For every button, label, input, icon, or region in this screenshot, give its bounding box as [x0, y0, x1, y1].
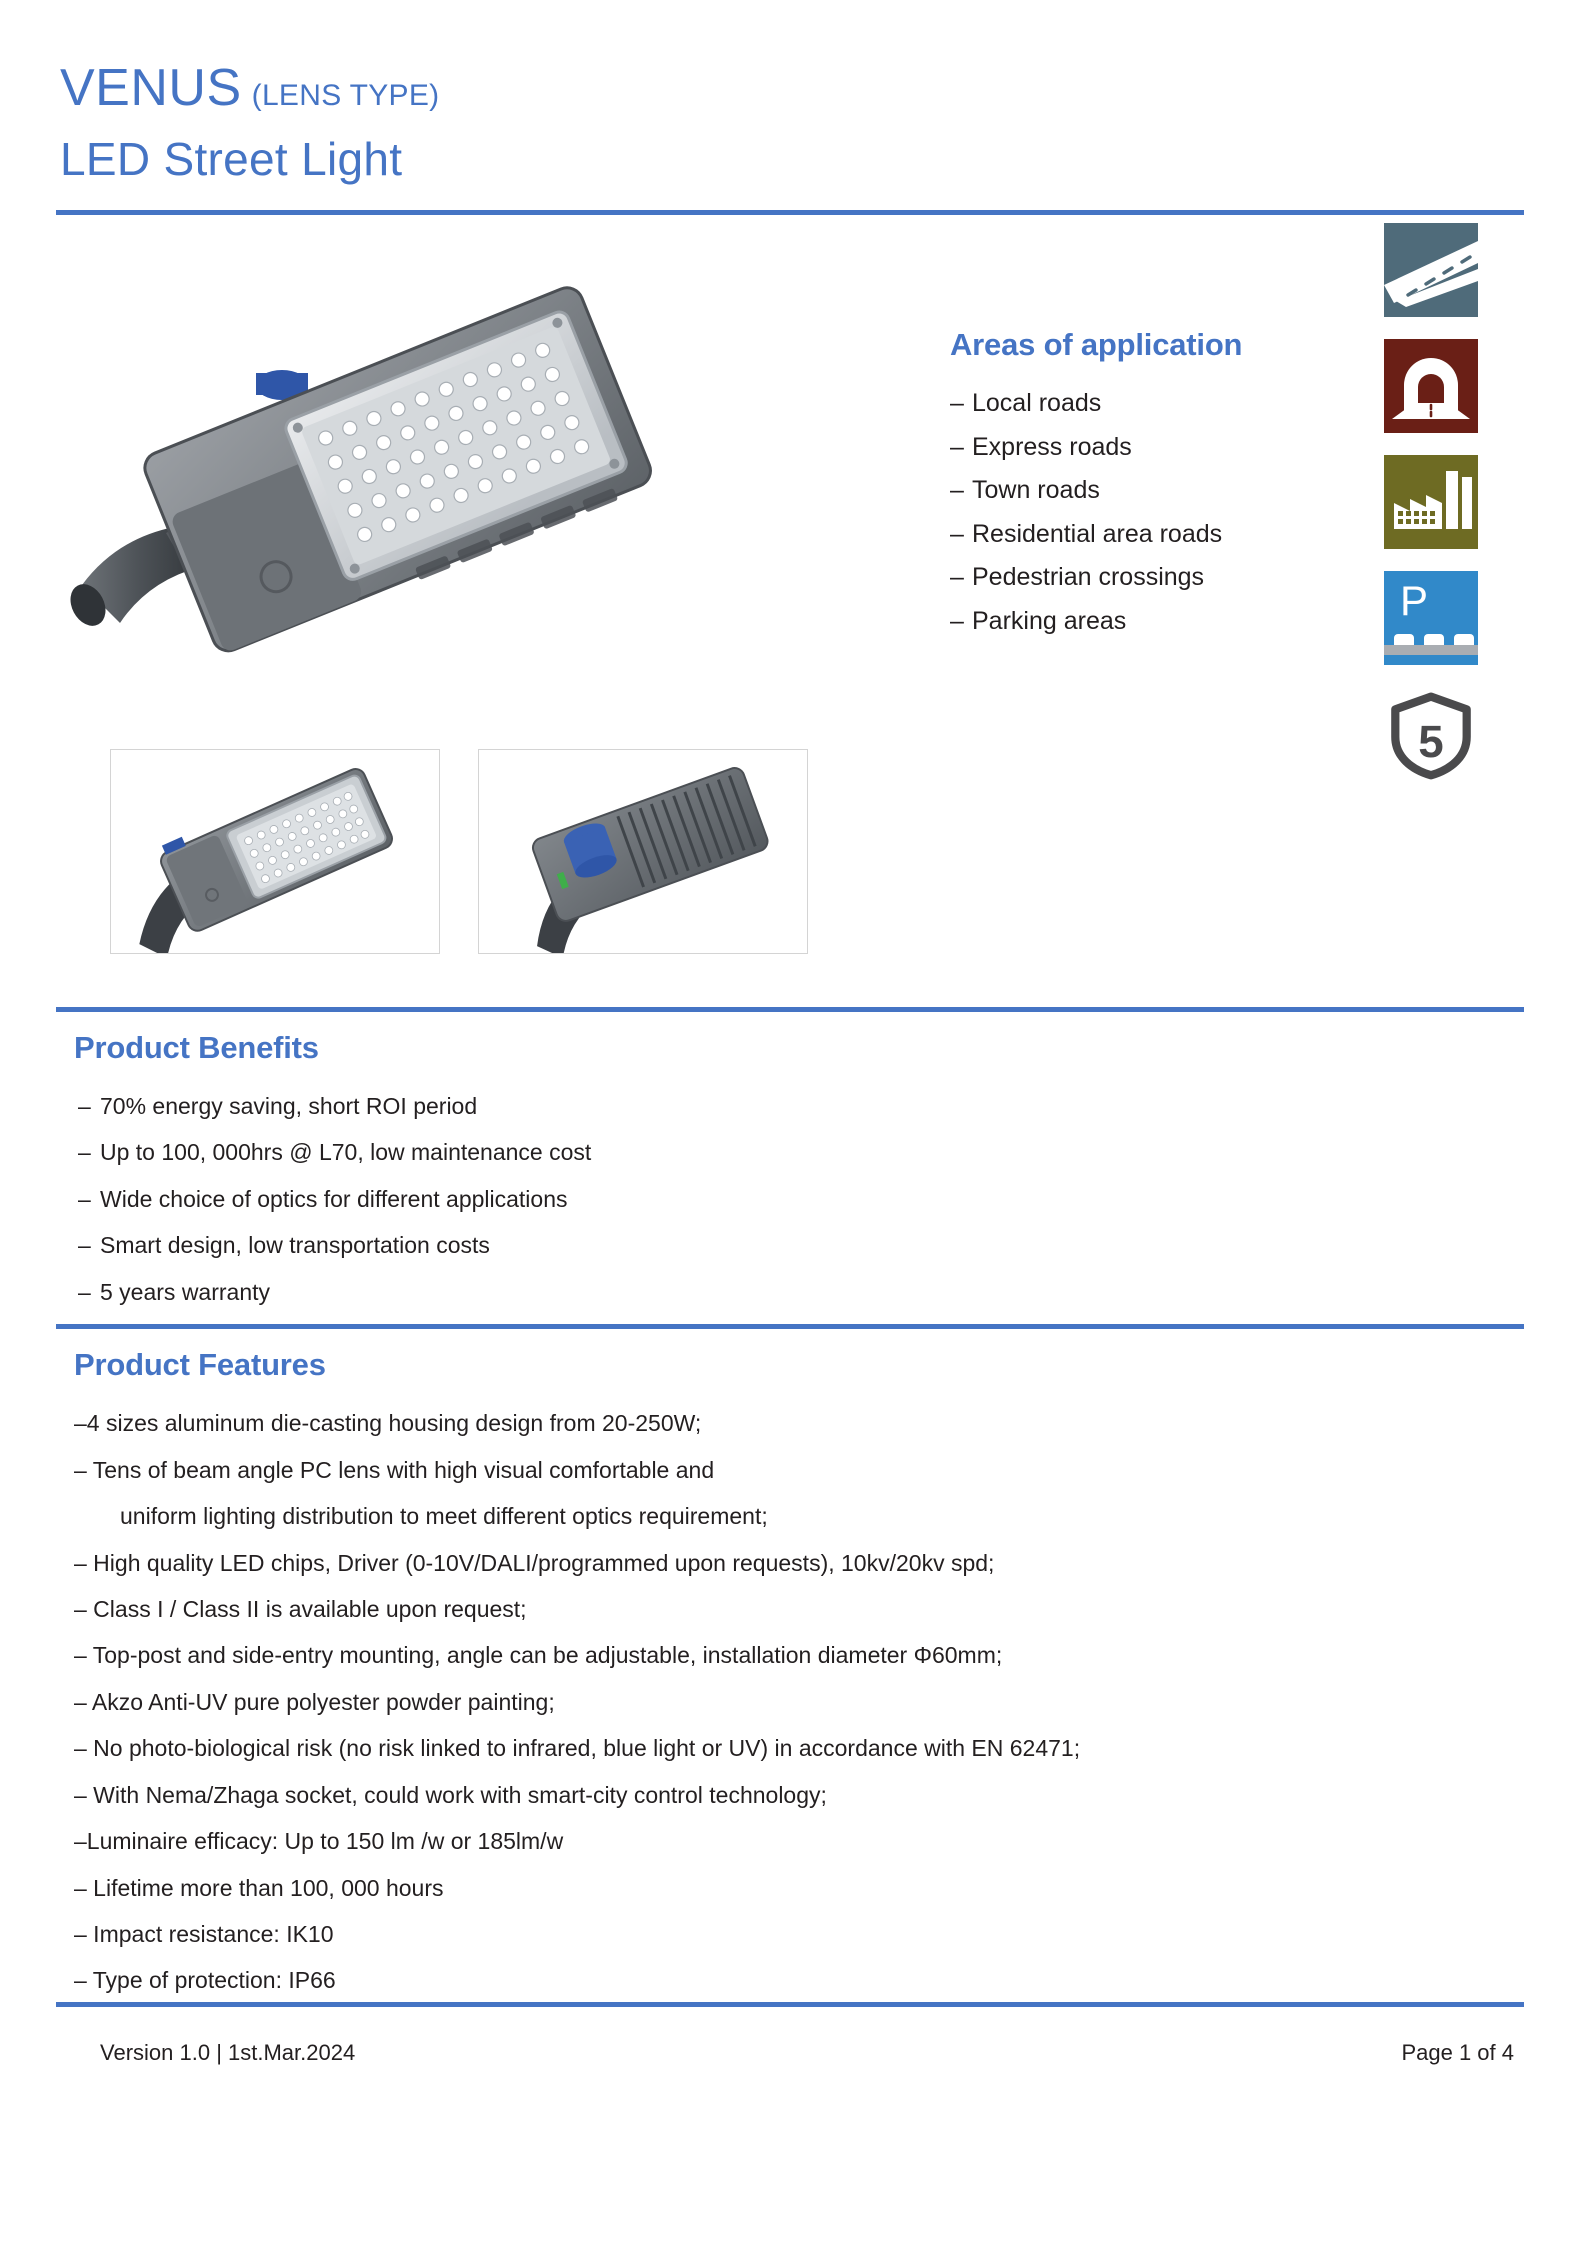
list-item: – Express roads: [950, 432, 1132, 461]
feature-label: – Tens of beam angle PC lens with high visual comfortable and: [74, 1456, 715, 1483]
list-item: – Residential area roads: [950, 519, 1223, 548]
svg-text:P: P: [1400, 577, 1429, 624]
feature-label: – Top-post and side-entry mounting, angle can be adjustable, installation diameter Φ60mm;: [74, 1642, 1003, 1669]
feature-label: – Lifetime more than 100, 000 hours: [74, 1874, 444, 1901]
product-features-section: [60, 1347, 1528, 1996]
feature-label: –Luminaire efficacy: Up to 150 lm /w or 185lm/w: [74, 1828, 564, 1855]
feature-label: – Akzo Anti-UV pure polyester powder painting;: [74, 1688, 555, 1715]
thumbnail-front-view: [110, 749, 440, 954]
page-footer: [56, 2040, 1524, 2066]
application-label: Town roads: [972, 476, 1100, 504]
list-item: [74, 1409, 1528, 1438]
product-title: [60, 59, 1528, 117]
list-item: [74, 1781, 1528, 1810]
benefit-label: Up to 100, 000hrs @ L70, low maintenance cost: [100, 1139, 592, 1166]
product-benefits-title: Product Benefits: [74, 1030, 319, 1065]
application-icon-column: [1384, 223, 1480, 783]
application-label: Local roads: [972, 389, 1102, 417]
list-item: [74, 1920, 1528, 1949]
list-item: – Local roads: [950, 389, 1102, 417]
benefit-label: 5 years warranty: [100, 1278, 271, 1305]
list-item: – 5 years warranty: [78, 1278, 271, 1305]
product-features-title: Product Features: [74, 1347, 326, 1383]
benefit-label: 70% energy saving, short ROI period: [100, 1093, 478, 1119]
list-item: [74, 1595, 1528, 1624]
product-features-list: [60, 1409, 1528, 1996]
list-item: – Smart design, low transportation costs: [78, 1232, 490, 1259]
feature-label: – No photo-biological risk (no risk linked to infrared, blue light or UV) in accordance with EN 62471;: [74, 1735, 1081, 1762]
list-item: [74, 1641, 1528, 1670]
list-item: [74, 1549, 1528, 1578]
list-item: [120, 1502, 1528, 1531]
brand-subtype: (LENS TYPE): [251, 79, 440, 112]
list-item: [74, 1734, 1528, 1763]
list-item: [74, 1688, 1528, 1717]
areas-of-application-list: [950, 389, 1330, 636]
feature-label: – With Nema/Zhaga socket, could work with smart-city control technology;: [74, 1781, 827, 1808]
list-item: [74, 1966, 1528, 1995]
benefit-label: Wide choice of optics for different applications: [100, 1185, 568, 1212]
footer-version: Version 1.0 | 1st.Mar.2024: [100, 2040, 356, 2065]
benefit-label: Smart design, low transportation costs: [100, 1232, 490, 1259]
list-item: [74, 1456, 1528, 1485]
list-item: – Pedestrian crossings: [950, 563, 1205, 591]
list-item: – Parking areas: [950, 606, 1127, 635]
list-item: [74, 1874, 1528, 1903]
brand-name: VENUS: [60, 59, 242, 117]
page-header: [60, 0, 1528, 185]
feature-label: – Type of protection: IP66: [74, 1967, 336, 1994]
application-label: Express roads: [972, 432, 1132, 461]
feature-label: uniform lighting distribution to meet different optics requirement;: [120, 1503, 768, 1530]
road-icon: [1384, 223, 1478, 317]
parking-icon: [1384, 571, 1478, 665]
list-item: – Town roads: [950, 476, 1100, 504]
list-item: – Up to 100, 000hrs @ L70, low maintenance cost: [78, 1139, 592, 1166]
application-label: Pedestrian crossings: [972, 563, 1205, 591]
list-item: – Wide choice of optics for different applications: [78, 1185, 568, 1212]
application-label: Residential area roads: [972, 519, 1223, 548]
feature-label: – Impact resistance: IK10: [74, 1921, 334, 1947]
warranty-years-label: 5: [1418, 715, 1444, 767]
list-item: [74, 1827, 1528, 1856]
areas-of-application-title: Areas of application: [950, 327, 1243, 362]
hero-section: [60, 215, 1528, 767]
product-thumbnail-row: [60, 749, 1528, 979]
areas-of-application: [950, 327, 1330, 650]
benefits-divider: [56, 1007, 1524, 1012]
product-subtitle: LED Street Light: [60, 133, 403, 185]
tunnel-icon: [1384, 339, 1478, 433]
feature-label: – High quality LED chips, Driver (0-10V/DALI/programmed upon requests), 10kv/20kv spd;: [74, 1549, 995, 1576]
list-item: – 70% energy saving, short ROI period: [78, 1093, 478, 1119]
features-divider: [56, 1324, 1524, 1329]
application-label: Parking areas: [972, 606, 1127, 635]
product-benefits-list: [60, 1092, 1528, 1307]
thumbnail-top-view: [478, 749, 808, 954]
footer-divider: [56, 2002, 1524, 2007]
factory-icon: [1384, 455, 1478, 549]
footer-page-number: Page 1 of 4: [1401, 2040, 1514, 2065]
hero-product-image: [70, 233, 710, 653]
feature-label: – Class I / Class II is available upon request;: [74, 1595, 527, 1622]
product-benefits-section: [60, 1030, 1528, 1307]
feature-label: –4 sizes aluminum die-casting housing design from 20-250W;: [74, 1410, 702, 1437]
